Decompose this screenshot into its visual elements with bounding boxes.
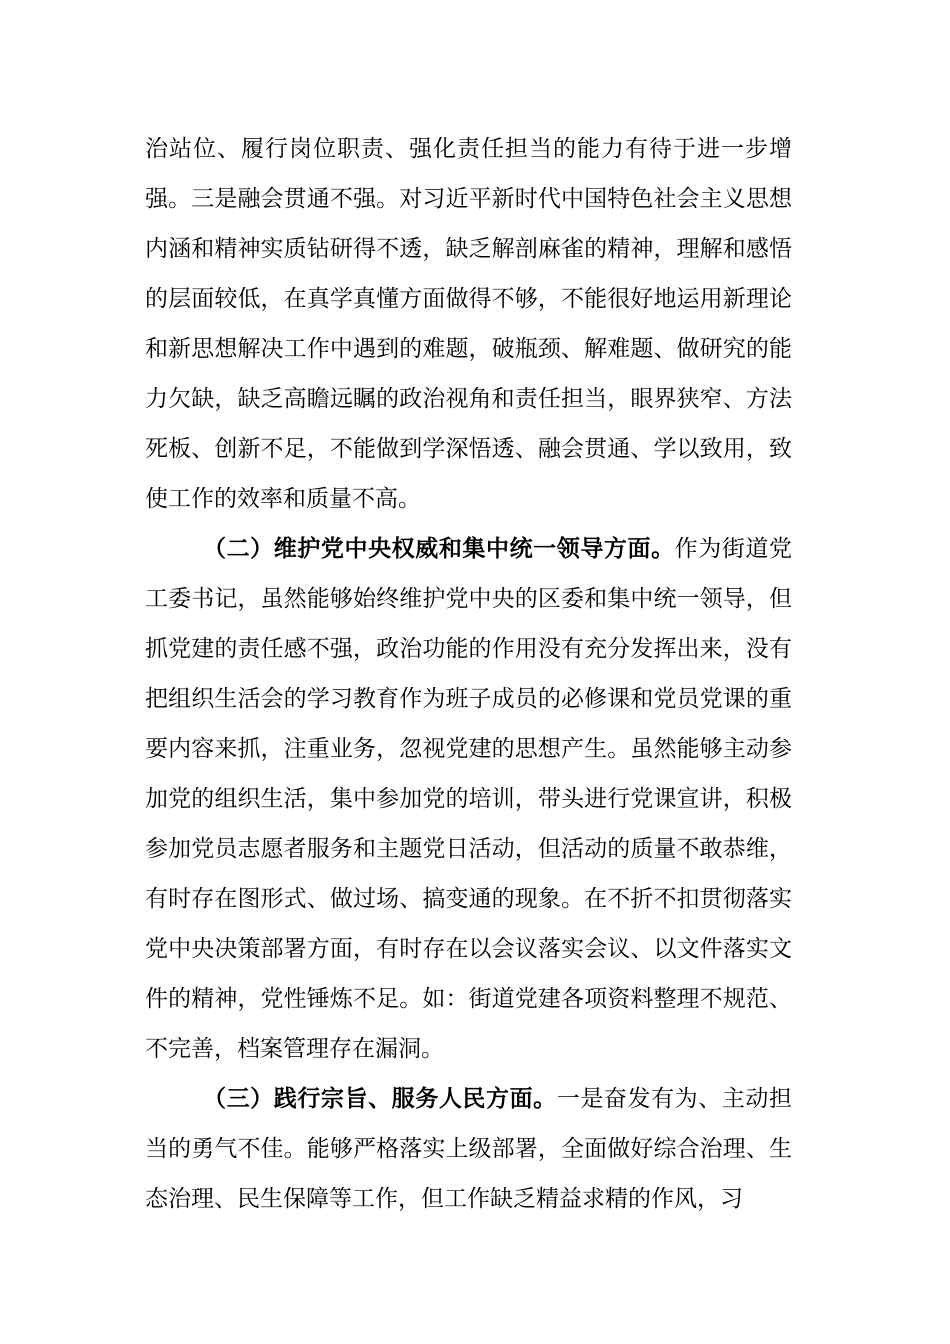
section-3-heading: （三）践行宗旨、服务人民方面。: [203, 1086, 557, 1112]
section-2-body: 作为街道党工委书记，虽然能够始终维护党中央的区委和集中统一领导，但抓党建的责任感不强，政治功能的作用没有充分发挥出来，没有把组织生活会的学习教育作为班子成员的必修课和党员党课的重要内容来抓，注重业务，忽视党建的思想产生。虽然能够主动参加党的组织生活，集中参加党的培训，带头进行党课宣讲，积极参加党员志愿者服务和主题党日活动，但活动的质量不敢恭维，有时存在图形式、做过场、搞变通的现象。在不折不扣贯彻落实党中央决策部署方面，有时存在以会议落实会议、以文件落实文件的精神，党性锤炼不足。如：街道党建各项资料整理不规范、不完善，档案管理存在漏洞。: [145, 536, 793, 1062]
section-2-paragraph: [145, 524, 792, 1074]
section-3-paragraph: [145, 1074, 792, 1224]
document-body: [145, 124, 792, 1224]
section-3-body: 一是奋发有为、主动担当的勇气不佳。能够严格落实上级部署，全面做好综合治理、生态治理、民生保障等工作，但工作缺乏精益求精的作风，习: [145, 1086, 793, 1212]
section-2-heading: （二）维护党中央权威和集中统一领导方面。: [203, 536, 675, 562]
paragraph-continuation: 治站位、履行岗位职责、强化责任担当的能力有待于进一步增强。三是融会贯通不强。对习近平新时代中国特色社会主义思想内涵和精神实质钻研得不透，缺乏解剖麻雀的精神，理解和感悟的层面较低，在真学真懂方面做得不够，不能很好地运用新理论和新思想解决工作中遇到的难题，破瓶颈、解难题、做研究的能力欠缺，缺乏高瞻远瞩的政治视角和责任担当，眼界狭窄、方法死板、创新不足，不能做到学深悟透、融会贯通、学以致用，致使工作的效率和质量不高。: [145, 136, 792, 512]
